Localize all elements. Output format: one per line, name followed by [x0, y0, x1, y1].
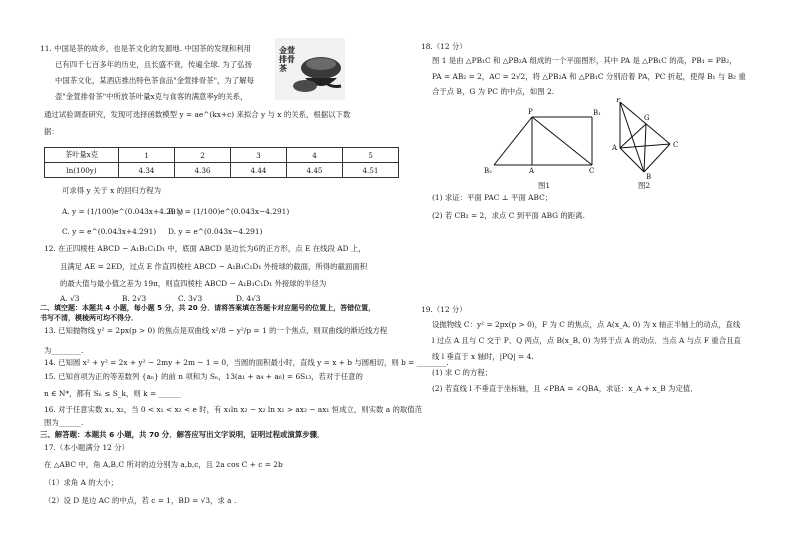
q19-part-1: (1) 求 C 的方程； — [432, 368, 493, 377]
table-cell: 1 — [119, 148, 175, 163]
q17-line-1: 在 △ABC 中，角 A,B,C 所对的边分别为 a,b,c，且 2a cos C + c = 2b — [44, 460, 283, 469]
table-cell: 4.51 — [343, 163, 399, 178]
q11-line-1: 11. 中国是茶的故乡，也是茶文化的发源地. 中国茶的发现和利用 — [40, 44, 251, 53]
q12-option-a: A. √3 — [60, 294, 80, 303]
figure-1-diagram — [480, 105, 615, 187]
q13-line-2: 为________. — [44, 346, 84, 355]
q11-line-3: 中国茶文化，某酒店推出特色茶食品"金萱排骨茶"，为了解每 — [55, 76, 254, 85]
table-row — [45, 163, 399, 178]
q18-line-2: PA = AB₂ = 2，AC = 2√2，将 △PB₂A 和 △PB₁C 分别沿着 PA，PC 折起，使得 B₁ 与 B₂ 重 — [432, 72, 746, 81]
fig1-label-b1: B₁ — [593, 109, 601, 117]
section-3-heading: 三、解答题：本题共 6 小题，共 70 分．解答应写出文字说明，证明过程或演算步骤． — [40, 430, 325, 439]
fig1-label-p: P — [528, 108, 533, 116]
q18-part-1: (1) 求证：平面 PAC ⊥ 平面 ABC； — [432, 193, 553, 202]
fig1-label-b2: B₂ — [484, 167, 492, 175]
fig1-label-a: A — [529, 167, 535, 175]
fig2-label-b: B — [646, 173, 652, 180]
q17-title: 17.（本小题满分 12 分） — [44, 443, 129, 452]
q11-option-c: C. y = e^(0.043x+4.291) — [62, 227, 157, 236]
q11-option-d: D. y = e^(0.043x−4.291) — [168, 227, 263, 236]
q16-line-1: 16. 对于任意实数 x₁, x₂，当 0 < x₁ < x₂ < e 时，有 x₁ln x₂ − x₂ ln x₁ > ax₂ − ax₁ 恒成立，则实数 a 的取值范 — [44, 405, 423, 414]
table-cell: ln(100y) — [45, 163, 119, 178]
fig2-label-p: P — [616, 98, 621, 104]
q11-line-5: 通过试验调查研究，发现可选择函数模型 y = ae^(kx+c) 来拟合 y 与 x 的关系，根据以下数 — [44, 110, 351, 119]
table-row — [45, 148, 399, 163]
figure-2-diagram — [606, 98, 686, 180]
q18-line-3: 合于点 B，G 为 PC 的中点，如图 2. — [432, 87, 555, 96]
q12-option-b: B. 2√3 — [122, 294, 147, 303]
table-cell: 5 — [343, 148, 399, 163]
q12-option-c: C. 3√3 — [178, 294, 203, 303]
fig2-label-g: G — [644, 114, 650, 122]
fig1-label-c: C — [589, 167, 595, 175]
q11-after: 可求得 y 关于 x 的回归方程为 — [62, 186, 162, 195]
figure-1-caption: 图1 — [538, 181, 551, 190]
q16-line-2: 围为______. — [44, 418, 84, 427]
q11-line-2: 已有四千七百多年的历史，且长盛不衰，传遍全球. 为了弘扬 — [55, 60, 252, 69]
table-cell: 4.45 — [287, 163, 343, 178]
tea-data-table — [44, 147, 399, 178]
q15-line-1: 15. 已知首项为正的等差数列 {aₙ} 的前 n 项和为 Sₙ，13(a₁ + a₄ + a₆) = 6S₁₃，若对于任意的 — [44, 372, 363, 381]
section-2-heading: 二、填空题：本题共 4 小题，每小题 5 分，共 20 分．请将答案填在答题卡对应题号的位置上，答错位置，书写不清，模棱两可均不得分． — [40, 304, 376, 322]
fig2-label-c: C — [673, 141, 679, 149]
q19-line-1: 设抛物线 C：y² = 2px(p > 0)，F 为 C 的焦点，点 A(x_A, 0) 为 x 轴正半轴上的动点，直线 — [432, 320, 741, 329]
table-cell: 3 — [231, 148, 287, 163]
figure-2-caption: 图2 — [638, 181, 651, 190]
q17-line-2: （1）求角 A 的大小； — [44, 478, 118, 487]
q19-line-2: l 过点 A 且与 C 交于 P、Q 两点，点 B(x_B, 0) 为异于点 A 的动点．当点 A 与点 F 重合且直 — [432, 336, 741, 345]
q12-line-1: 12. 在正四棱柱 ABCD − A₁B₁C₁D₁ 中，底面 ABCD 是边长为6的正方形，点 E 在线段 AD 上， — [44, 244, 366, 253]
table-cell: 茶叶量x克 — [45, 148, 119, 163]
q11-line-4: 壶"金萱排骨茶"中所放茶叶量x克与食客的满意率y的关系， — [55, 92, 248, 101]
q12-option-d: D. 4√3 — [236, 294, 261, 303]
q11-line-6: 据： — [44, 127, 59, 136]
table-cell: 2 — [175, 148, 231, 163]
q13-line-1: 13. 已知抛物线 y² = 2px(p > 0) 的焦点是双曲线 x²/8 − y²/p = 1 的一个焦点，则双曲线的渐近线方程 — [44, 326, 388, 335]
q17-line-3: （2）设 D 是边 AC 的中点，若 c = 1，BD = √3，求 a . — [44, 496, 237, 505]
q11-option-a: A. y = (1/100)e^(0.043x+4.291) — [62, 207, 184, 216]
q15-line-2: n ∈ N*，都有 Sₙ ≤ S_k，则 k = ______ — [44, 389, 181, 398]
table-cell: 4.34 — [119, 163, 175, 178]
q11-option-b: B. y = (1/100)e^(0.043x−4.291) — [168, 207, 290, 216]
logo-text: 金萱 排骨 茶 — [279, 45, 295, 73]
q19-part-2: (2) 若直线 l 不垂直于坐标轴，且 ∠PBA = ∠QBA，求证：x_A + x_B 为定值． — [432, 384, 698, 393]
q18-title: 18.（12 分） — [421, 42, 467, 51]
q12-line-2: 且满足 AE = 2ED，过点 E 作直四棱柱 ABCD − A₁B₁C₁D₁ 外接球的截面，所得的截面面积 — [60, 262, 368, 271]
q18-part-2: (2) 若 CB₂ = 2，求点 C 到平面 ABG 的距离. — [432, 211, 585, 220]
table-cell: 4.44 — [231, 163, 287, 178]
q18-line-1: 图 1 是由 △PB₁C 和 △PB₂A 组成的一个平面图形，其中 PA 是 △PB₁C 的高，PB₁ = PB₂， — [432, 56, 737, 65]
tea-logo-image — [275, 38, 345, 100]
q19-title: 19.（12 分） — [421, 305, 467, 314]
q12-line-3: 的最大值与最小值之差为 19π，则直四棱柱 ABCD − A₁B₁C₁D₁ 外接球的半径为 — [60, 279, 327, 288]
fig2-label-a: A — [612, 144, 618, 152]
table-cell: 4.36 — [175, 163, 231, 178]
q19-line-3: 线 l 垂直于 x 轴时，|PQ| = 4. — [432, 352, 534, 361]
table-cell: 4 — [287, 148, 343, 163]
q14: 14. 已知圆 x² + y² = 2x + y² − 2my + 2m − 1 = 0，当圆的面积最小时，直线 y = x + b 与圆相切，则 b = ________. — [44, 358, 449, 367]
